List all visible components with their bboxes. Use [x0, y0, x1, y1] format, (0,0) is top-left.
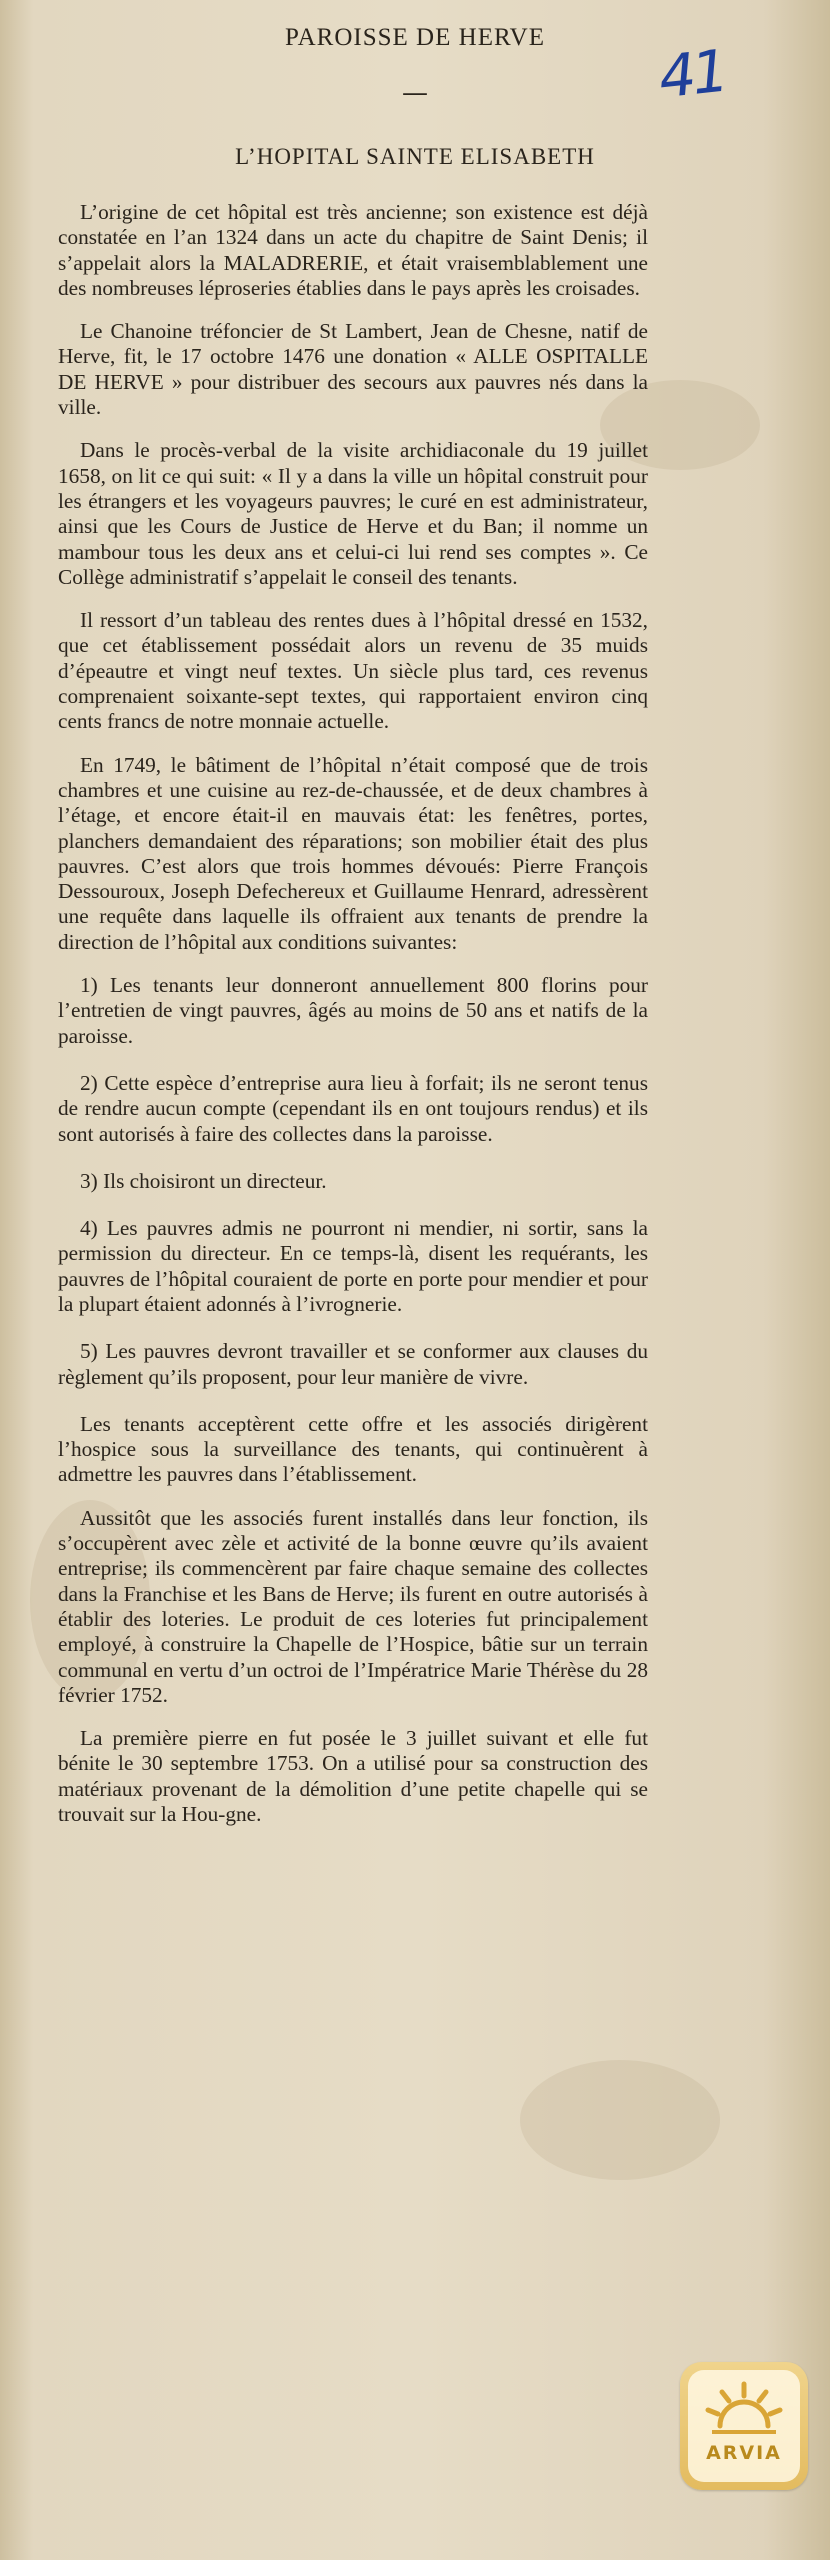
paragraph: Il ressort d’un tableau des rentes dues à l’hôpital dressé en 1532, que cet établissement possédait alors un revenu de 35 muids d’épeautre et vingt neuf textes. Un siècle plus tard, ces revenus comprenaient soixante-sept textes, qui rapportaient environ cinq cents francs de notre monnaie actuelle.	[58, 608, 648, 734]
paragraph: Dans le procès-verbal de la visite archidiaconale du 19 juillet 1658, on lit ce qui suit: « Il y a dans la ville un hôpital construit pour les étrangers et les voyageurs pauvres; le curé en est administrateur, ainsi que les Cours de Justice de Herve et du Ban; il nomme un mambour tous les deux ans et celui-ci lui rend ses comptes ». Ce Collège administratif s’appelait le conseil des tenants.	[58, 438, 648, 589]
rising-sun-icon	[702, 2376, 786, 2436]
paragraph: Aussitôt que les associés furent installés dans leur fonction, ils s’occupèrent avec zèle et activité de la bonne œuvre qu’ils avaient entreprise; ils commencèrent par faire chaque semaine des collectes dans la Franchise et les Bans de Herve; ils furent en outre autorisés à établir des loteries. Le produit de ces loteries fut principalement employé, à construire la Chapelle de l’Hospice, bâtie sur un terrain communal en vertu d’un octroi de l’Impératrice Marie Thérèse du 28 février 1752.	[58, 1505, 648, 1707]
article-body	[58, 200, 648, 1845]
article-title: L’HOPITAL SAINTE ELISABETH	[235, 144, 595, 169]
condition-item: 2) Cette espèce d’entreprise aura lieu à forfait; ils ne seront tenus de rendre aucun compte (cependant ils en ont toujours rendus) et ils sont autorisés à faire des collectes dans la paroisse.	[58, 1070, 648, 1146]
arvia-watermark-badge	[680, 2362, 808, 2490]
paragraph: En 1749, le bâtiment de l’hôpital n’était composé que de trois chambres et une cuisine au rez-de-chaussée, et de deux chambres à l’étage, et encore était-il en mauvais état: les fenêtres, portes, planchers demandaient des réparations; son mobilier était des plus pauvres. C’est alors que trois hommes dévoués: Pierre François Dessouroux, Joseph Defechereux et Guillaume Henrard, adressèrent une requête dans laquelle ils offraient aux tenants de prendre la direction de l’hôpital aux conditions suivantes:	[58, 752, 648, 954]
condition-item: 1) Les tenants leur donneront annuellement 800 florins pour l’entretien de vingt pauvres, âgés au moins de 50 ans et natifs de la paroisse.	[58, 973, 648, 1048]
condition-item: 3) Ils choisiront un directeur.	[80, 1168, 327, 1193]
paragraph: L’origine de cet hôpital est très ancienne; son existence est déjà constatée en l’an 1324 dans un acte du chapitre de Saint Denis; il s’appelait alors la MALADRERIE, et était vraisemblablement une des nombreuses léproseries établies dans le pays après les croisades.	[58, 200, 648, 300]
condition-item: 4) Les pauvres admis ne pourront ni mendier, ni sortir, sans la permission du directeur. En ce temps-là, disent les requérants, les pauvres de l’hôpital couraient de porte en porte pour mendier et pour la plupart étaient adonnés à l’ivrognerie.	[58, 1216, 648, 1316]
badge-label: ARVIA	[706, 2442, 782, 2464]
paragraph: La première pierre en fut posée le 3 juillet suivant et elle fut bénite le 30 septembre 1753. On a utilisé pour sa construction des matériaux provenant de la démolition d’une petite chapelle qui se trouvait sur la Hou-gne.	[58, 1726, 648, 1827]
paragraph: Les tenants acceptèrent cette offre et les associés dirigèrent l’hospice sous la surveillance des tenants, qui continuèrent à admettre les pauvres dans l’établissement.	[58, 1411, 648, 1487]
handwritten-page-number: 41	[655, 36, 729, 112]
paragraph: Le Chanoine tréfoncier de St Lambert, Jean de Chesne, natif de Herve, fit, le 17 octobre 1476 une donation « ALLE OSPITALLE DE HERVE » pour distribuer des secours aux pauvres nés dans la ville.	[58, 319, 648, 420]
paper-stain	[520, 2060, 720, 2180]
condition-item: 5) Les pauvres devront travailler et se conformer aux clauses du règlement qu’ils proposent, pour leur manière de vivre.	[58, 1339, 648, 1389]
title-separator: —	[402, 78, 428, 108]
page-title: PAROISSE DE HERVE	[285, 24, 545, 51]
